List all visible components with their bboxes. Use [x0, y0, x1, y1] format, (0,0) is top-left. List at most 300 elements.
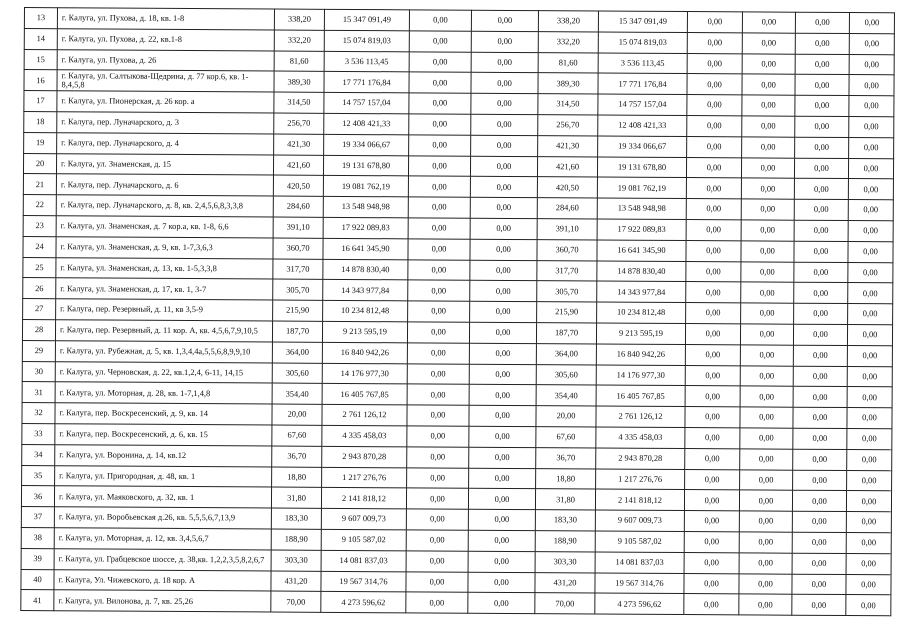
area-cell: 354,40: [272, 383, 322, 404]
value-cell: 0,00: [687, 53, 742, 74]
value-cell: 0,00: [741, 282, 794, 303]
area-cell: 431,20: [535, 572, 595, 593]
value-cell: 0,00: [686, 157, 741, 178]
value-cell: 0,00: [407, 363, 469, 384]
cost-cell: 14 081 837,03: [321, 550, 406, 571]
value-cell: 0,00: [794, 158, 848, 179]
value-cell: 0,00: [849, 33, 894, 54]
value-cell: 0,00: [685, 386, 740, 407]
row-number: 39: [21, 548, 54, 569]
address-cell: г. Калуга, ул. Моторная, д. 12, кв. 3,4,5,6,7: [54, 528, 271, 550]
value-cell: 0,00: [469, 468, 536, 489]
area-cell: 188,90: [271, 529, 321, 550]
value-cell: 0,00: [795, 137, 849, 158]
area-cell: 421,30: [538, 135, 598, 156]
value-cell: 0,00: [469, 322, 536, 343]
value-cell: 0,00: [406, 571, 468, 592]
cost-cell: 19 131 678,80: [323, 155, 408, 176]
cost-cell: 1 217 276,76: [322, 467, 407, 488]
cost-cell: 14 176 977,30: [596, 365, 685, 386]
cost-cell: 14 343 977,84: [597, 281, 686, 302]
value-cell: 0,00: [742, 74, 795, 95]
area-cell: 18,80: [272, 467, 322, 488]
value-cell: 0,00: [848, 179, 893, 200]
value-cell: 0,00: [468, 509, 535, 530]
area-cell: 256,70: [538, 115, 598, 136]
area-cell: 81,60: [538, 52, 598, 73]
area-cell: 305,60: [272, 363, 322, 384]
cost-cell: 16 405 767,85: [596, 385, 685, 406]
area-cell: 420,50: [537, 177, 597, 198]
row-number: 20: [23, 153, 56, 174]
row-number: 27: [23, 299, 56, 320]
value-cell: 0,00: [741, 157, 794, 178]
value-cell: 0,00: [794, 179, 848, 200]
value-cell: 0,00: [685, 365, 740, 386]
value-cell: 0,00: [687, 116, 742, 137]
value-cell: 0,00: [685, 344, 740, 365]
cost-cell: 14 878 830,40: [597, 261, 686, 282]
value-cell: 0,00: [848, 158, 893, 179]
value-cell: 0,00: [409, 72, 471, 93]
value-cell: 0,00: [848, 304, 893, 325]
value-cell: 0,00: [408, 176, 470, 197]
area-cell: 36,70: [272, 446, 322, 467]
cost-cell: 14 081 837,03: [595, 552, 684, 573]
area-cell: 284,60: [273, 196, 323, 217]
value-cell: 0,00: [846, 532, 891, 553]
value-cell: 0,00: [687, 95, 742, 116]
value-cell: 0,00: [468, 593, 535, 614]
area-cell: 31,80: [271, 487, 321, 508]
cost-cell: 9 213 595,19: [596, 323, 685, 344]
value-cell: 0,00: [740, 449, 793, 470]
cost-cell: 2 943 870,28: [596, 448, 685, 469]
value-cell: 0,00: [794, 283, 848, 304]
address-cell: г. Калуга, пер. Луначарского, д. 3: [57, 112, 274, 134]
address-cell: г. Калуга, ул. Знаменская, д. 9, кв. 1-7,3,6,3: [56, 236, 273, 258]
value-cell: 0,00: [686, 303, 741, 324]
value-cell: 0,00: [846, 491, 891, 512]
value-cell: 0,00: [742, 137, 795, 158]
area-cell: 81,60: [274, 51, 324, 72]
cost-cell: 16 405 767,85: [322, 384, 407, 405]
value-cell: 0,00: [740, 407, 793, 428]
value-cell: 0,00: [687, 136, 742, 157]
area-cell: 188,90: [535, 531, 595, 552]
row-number: 14: [24, 28, 57, 49]
value-cell: 0,00: [471, 93, 538, 114]
value-cell: 0,00: [469, 405, 536, 426]
value-cell: 0,00: [739, 511, 792, 532]
value-cell: 0,00: [794, 241, 848, 262]
cost-cell: 2 761 126,12: [596, 406, 685, 427]
cost-cell: 15 074 819,03: [598, 32, 687, 53]
value-cell: 0,00: [793, 470, 847, 491]
value-cell: 0,00: [409, 10, 471, 31]
area-cell: 70,00: [535, 593, 595, 614]
value-cell: 0,00: [406, 551, 468, 572]
area-cell: 215,90: [537, 302, 597, 323]
row-number: 29: [22, 340, 55, 361]
cost-cell: 19 081 762,19: [597, 177, 686, 198]
value-cell: 0,00: [469, 364, 536, 385]
value-cell: 0,00: [847, 324, 892, 345]
value-cell: 0,00: [742, 33, 795, 54]
value-cell: 0,00: [741, 178, 794, 199]
area-cell: 391,10: [537, 219, 597, 240]
value-cell: 0,00: [848, 283, 893, 304]
area-cell: 364,00: [272, 342, 322, 363]
value-cell: 0,00: [468, 530, 535, 551]
address-cell: г. Калуга, Ул. Чижевского, д. 18 кор. А: [54, 569, 271, 591]
value-cell: 0,00: [409, 93, 471, 114]
value-cell: 0,00: [469, 343, 536, 364]
area-cell: 305,70: [537, 281, 597, 302]
value-cell: 0,00: [469, 447, 536, 468]
value-cell: 0,00: [849, 75, 894, 96]
area-cell: 314,50: [538, 94, 598, 115]
value-cell: 0,00: [409, 51, 471, 72]
value-cell: 0,00: [792, 595, 846, 616]
value-cell: 0,00: [407, 384, 469, 405]
row-number: 36: [21, 486, 54, 507]
cost-cell: 4 273 596,62: [321, 592, 406, 613]
document-page: [20, 7, 894, 616]
value-cell: 0,00: [742, 95, 795, 116]
value-cell: 0,00: [470, 239, 537, 260]
address-cell: г. Калуга, ул. Пухова, д. 26: [57, 49, 274, 71]
cost-cell: 14 757 157,04: [324, 93, 409, 114]
value-cell: 0,00: [794, 220, 848, 241]
cost-cell: 2 943 870,28: [322, 446, 407, 467]
value-cell: 0,00: [407, 322, 469, 343]
value-cell: 0,00: [849, 117, 894, 138]
address-cell: г. Калуга, ул. Воробьевская д.26, кв. 5,5,5,6,7,13,9: [54, 507, 271, 529]
area-cell: 360,70: [537, 239, 597, 260]
value-cell: 0,00: [741, 241, 794, 262]
value-cell: 0,00: [409, 114, 471, 135]
value-cell: 0,00: [847, 345, 892, 366]
value-cell: 0,00: [795, 95, 849, 116]
value-cell: 0,00: [741, 261, 794, 282]
value-cell: 0,00: [740, 345, 793, 366]
cost-cell: 14 757 157,04: [598, 94, 687, 115]
address-cell: г. Калуга, ул. Пригородная, д. 48, кв. 1: [55, 465, 272, 487]
area-cell: 338,20: [274, 9, 324, 30]
value-cell: 0,00: [795, 12, 849, 33]
row-number: 23: [23, 215, 56, 236]
area-cell: 389,30: [538, 73, 598, 94]
value-cell: 0,00: [470, 177, 537, 198]
value-cell: 0,00: [471, 10, 538, 31]
row-number: 16: [24, 70, 57, 91]
value-cell: 0,00: [408, 301, 470, 322]
value-cell: 0,00: [407, 467, 469, 488]
cost-cell: 10 234 812,48: [323, 300, 408, 321]
value-cell: 0,00: [685, 324, 740, 345]
address-cell: г. Калуга, ул. Грабцевское шоссе, д. 38,кв. 1,2,2,3,5,8,2,6,7: [54, 548, 271, 570]
area-cell: 317,70: [273, 259, 323, 280]
address-cell: г. Калуга, ул. Воронина, д. 14, кв.12: [55, 444, 272, 466]
cost-cell: 3 536 113,45: [324, 51, 409, 72]
value-cell: 0,00: [792, 532, 846, 553]
value-cell: 0,00: [684, 511, 739, 532]
value-cell: 0,00: [847, 366, 892, 387]
value-cell: 0,00: [793, 387, 847, 408]
value-cell: 0,00: [685, 469, 740, 490]
value-cell: 0,00: [795, 116, 849, 137]
cost-cell: 13 548 948,98: [597, 198, 686, 219]
area-cell: 431,20: [271, 571, 321, 592]
value-cell: 0,00: [409, 31, 471, 52]
cost-cell: 3 536 113,45: [598, 53, 687, 74]
value-cell: 0,00: [741, 303, 794, 324]
row-number: 19: [24, 132, 57, 153]
area-cell: 305,70: [273, 279, 323, 300]
area-cell: 187,70: [272, 321, 322, 342]
area-cell: 67,60: [536, 427, 596, 448]
area-cell: 20,00: [272, 404, 322, 425]
cost-cell: 12 408 421,33: [324, 113, 409, 134]
value-cell: 0,00: [739, 553, 792, 574]
cost-cell: 19 334 066,67: [324, 134, 409, 155]
value-cell: 0,00: [793, 345, 847, 366]
value-cell: 0,00: [406, 530, 468, 551]
value-cell: 0,00: [847, 470, 892, 491]
area-cell: 284,60: [537, 198, 597, 219]
cost-cell: 1 217 276,76: [596, 469, 685, 490]
value-cell: 0,00: [686, 220, 741, 241]
value-cell: 0,00: [686, 282, 741, 303]
row-number: 25: [23, 257, 56, 278]
cost-cell: 15 347 091,49: [324, 9, 409, 30]
cost-cell: 17 771 176,84: [324, 72, 409, 93]
value-cell: 0,00: [686, 199, 741, 220]
value-cell: 0,00: [685, 407, 740, 428]
value-cell: 0,00: [794, 199, 848, 220]
area-cell: 421,30: [274, 134, 324, 155]
value-cell: 0,00: [739, 573, 792, 594]
address-cell: г. Калуга, пер. Резервный, д. 11, кв 3,5-9: [56, 299, 273, 321]
address-cell: г. Калуга, ул. Моторная, д. 28, кв. 1-7,1,4,8: [55, 382, 272, 404]
address-cell: г. Калуга, ул. Пионерская, д. 26 кор. а: [57, 91, 274, 113]
value-cell: 0,00: [408, 280, 470, 301]
address-cell: г. Калуга, ул. Знаменская, д. 13, кв. 1-5,3,3,8: [56, 257, 273, 279]
area-cell: 420,50: [273, 175, 323, 196]
area-cell: 354,40: [536, 385, 596, 406]
cost-cell: 9 607 009,73: [321, 508, 406, 529]
cost-cell: 2 141 818,12: [595, 489, 684, 510]
value-cell: 0,00: [687, 32, 742, 53]
value-cell: 0,00: [848, 241, 893, 262]
area-cell: 391,10: [273, 217, 323, 238]
cost-cell: 16 840 942,26: [322, 342, 407, 363]
cost-cell: 16 641 345,90: [597, 240, 686, 261]
area-cell: 364,00: [536, 343, 596, 364]
address-cell: г. Калуга, ул. Знаменская, д. 15: [56, 153, 273, 175]
cost-cell: 16 840 942,26: [596, 344, 685, 365]
value-cell: 0,00: [849, 54, 894, 75]
value-cell: 0,00: [407, 343, 469, 364]
cost-cell: 9 213 595,19: [322, 321, 407, 342]
area-cell: 421,60: [537, 156, 597, 177]
row-number: 40: [21, 569, 54, 590]
value-cell: 0,00: [470, 281, 537, 302]
value-cell: 0,00: [408, 197, 470, 218]
row-number: 13: [24, 8, 57, 29]
row-number: 24: [23, 236, 56, 257]
row-number: 38: [21, 527, 54, 548]
value-cell: 0,00: [742, 116, 795, 137]
address-cell: г. Калуга, ул. Пухова, д. 18, кв. 1-8: [57, 8, 274, 30]
area-cell: 332,20: [538, 31, 598, 52]
value-cell: 0,00: [468, 572, 535, 593]
value-cell: 0,00: [740, 324, 793, 345]
cost-cell: 10 234 812,48: [597, 302, 686, 323]
value-cell: 0,00: [846, 574, 891, 595]
value-cell: 0,00: [848, 262, 893, 283]
value-cell: 0,00: [407, 405, 469, 426]
value-cell: 0,00: [407, 426, 469, 447]
cost-cell: 17 771 176,84: [598, 73, 687, 94]
value-cell: 0,00: [470, 156, 537, 177]
table-row: [21, 590, 891, 616]
cost-cell: 17 922 089,83: [323, 217, 408, 238]
row-number: 37: [21, 507, 54, 528]
value-cell: 0,00: [684, 573, 739, 594]
cost-cell: 17 922 089,83: [597, 219, 686, 240]
value-cell: 0,00: [408, 259, 470, 280]
value-cell: 0,00: [686, 178, 741, 199]
value-cell: 0,00: [793, 449, 847, 470]
value-cell: 0,00: [684, 490, 739, 511]
cost-cell: 12 408 421,33: [598, 115, 687, 136]
row-number: 21: [23, 174, 56, 195]
value-cell: 0,00: [409, 135, 471, 156]
value-cell: 0,00: [686, 240, 741, 261]
row-number: 17: [24, 91, 57, 112]
cost-cell: 4 335 458,03: [596, 427, 685, 448]
area-cell: 256,70: [274, 113, 324, 134]
value-cell: 0,00: [793, 366, 847, 387]
value-cell: 0,00: [408, 155, 470, 176]
cost-cell: 19 081 762,19: [323, 176, 408, 197]
value-cell: 0,00: [471, 135, 538, 156]
value-cell: 0,00: [687, 74, 742, 95]
area-cell: 31,80: [535, 489, 595, 510]
value-cell: 0,00: [471, 73, 538, 94]
cost-cell: 9 105 587,02: [321, 529, 406, 550]
cost-cell: 15 347 091,49: [598, 11, 687, 32]
value-cell: 0,00: [408, 239, 470, 260]
address-cell: г. Калуга, ул. Салтыкова-Щедрина, д. 77 кор.6, кв. 1-8,4,5,8: [57, 70, 274, 92]
value-cell: 0,00: [846, 553, 891, 574]
area-cell: 183,30: [535, 510, 595, 531]
row-number: 28: [22, 319, 55, 340]
row-number: 26: [23, 278, 56, 299]
value-cell: 0,00: [847, 408, 892, 429]
area-cell: 303,30: [535, 551, 595, 572]
address-cell: г. Калуга, пер. Луначарского, д. 4: [57, 132, 274, 154]
value-cell: 0,00: [470, 197, 537, 218]
cost-cell: 13 548 948,98: [323, 197, 408, 218]
cost-cell: 4 335 458,03: [322, 425, 407, 446]
value-cell: 0,00: [684, 552, 739, 573]
value-cell: 0,00: [739, 594, 792, 615]
value-cell: 0,00: [793, 324, 847, 345]
value-cell: 0,00: [407, 447, 469, 468]
address-cell: г. Калуга, пер. Луначарского, д. 8, кв. 2,4,5,6,8,3,3,8: [56, 195, 273, 217]
address-cell: г. Калуга, пер. Луначарского, д. 6: [56, 174, 273, 196]
value-cell: 0,00: [795, 75, 849, 96]
cost-cell: 15 074 819,03: [324, 30, 409, 51]
value-cell: 0,00: [468, 551, 535, 572]
area-cell: 20,00: [536, 406, 596, 427]
address-cell: г. Калуга, ул. Пухова, д. 22, кв.1-8: [57, 29, 274, 51]
area-cell: 317,70: [537, 260, 597, 281]
row-number: 31: [22, 382, 55, 403]
value-cell: 0,00: [792, 574, 846, 595]
value-cell: 0,00: [684, 594, 739, 615]
value-cell: 0,00: [740, 428, 793, 449]
row-number: 15: [24, 49, 57, 70]
value-cell: 0,00: [740, 469, 793, 490]
value-cell: 0,00: [471, 52, 538, 73]
row-number: 34: [22, 444, 55, 465]
value-cell: 0,00: [739, 532, 792, 553]
row-number: 22: [23, 195, 56, 216]
row-number: 30: [22, 361, 55, 382]
address-cell: г. Калуга, ул. Рубежная, д. 5, кв. 1,3,4,4а,5,5,6,8,9,9,10: [55, 340, 272, 362]
cost-cell: 14 176 977,30: [322, 363, 407, 384]
address-cell: г. Калуга, ул. Знаменская, д. 17, кв. 1, 3-7: [56, 278, 273, 300]
value-cell: 0,00: [470, 260, 537, 281]
address-cell: г. Калуга, пер. Резервный, д. 11 кор. А, кв. 4,5,6,7,9,10,5: [55, 320, 272, 342]
value-cell: 0,00: [740, 365, 793, 386]
address-cell: г. Калуга, пер. Воскресенский, д. 6, кв. 15: [55, 424, 272, 446]
row-number: 35: [22, 465, 55, 486]
value-cell: 0,00: [742, 12, 795, 33]
address-cell: г. Калуга, ул. Вилонова, д. 7, кв. 25,26: [54, 590, 271, 612]
address-cell: г. Калуга, ул. Черновская, д. 22, кв.1,2,4, 6-11, 14,15: [55, 361, 272, 383]
value-cell: 0,00: [471, 114, 538, 135]
cost-cell: 4 273 596,62: [595, 593, 684, 614]
housing-table: [20, 7, 895, 616]
area-cell: 36,70: [536, 447, 596, 468]
cost-cell: 19 567 314,76: [595, 573, 684, 594]
value-cell: 0,00: [685, 427, 740, 448]
value-cell: 0,00: [792, 491, 846, 512]
value-cell: 0,00: [846, 595, 891, 616]
row-number: 18: [24, 111, 57, 132]
area-cell: 303,30: [271, 550, 321, 571]
area-cell: 215,90: [273, 300, 323, 321]
address-cell: г. Калуга, пер. Воскресенский, д. 9, кв. 14: [55, 403, 272, 425]
row-number: 41: [21, 590, 54, 611]
row-number: 32: [22, 403, 55, 424]
value-cell: 0,00: [687, 12, 742, 33]
row-number: 33: [22, 423, 55, 444]
cost-cell: 16 641 345,90: [323, 238, 408, 259]
value-cell: 0,00: [740, 386, 793, 407]
area-cell: 360,70: [273, 238, 323, 259]
value-cell: 0,00: [792, 511, 846, 532]
value-cell: 0,00: [847, 449, 892, 470]
value-cell: 0,00: [406, 509, 468, 530]
value-cell: 0,00: [793, 428, 847, 449]
value-cell: 0,00: [469, 426, 536, 447]
